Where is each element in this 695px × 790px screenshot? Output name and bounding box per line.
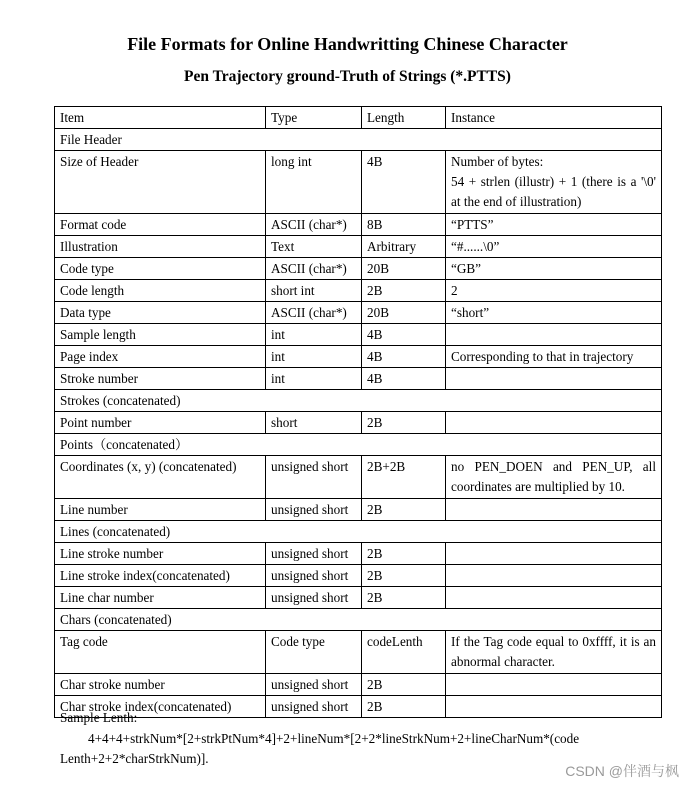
- cell-item: Format code: [55, 214, 266, 236]
- table-row: [55, 236, 662, 258]
- cell-type: unsigned short: [266, 456, 362, 499]
- cell-instance: “#......\0”: [446, 236, 662, 258]
- cell-type: unsigned short: [266, 565, 362, 587]
- cell-item: Stroke number: [55, 368, 266, 390]
- sample-length-label: Sample Lenth:: [60, 710, 138, 725]
- section-chars: Chars (concatenated): [55, 609, 662, 631]
- cell-length: 8B: [362, 214, 446, 236]
- table-row: [55, 346, 662, 368]
- cell-instance: [446, 499, 662, 521]
- cell-instance: [446, 324, 662, 346]
- table-row: [55, 280, 662, 302]
- cell-length: 20B: [362, 258, 446, 280]
- cell-type: long int: [266, 151, 362, 214]
- table-row: [55, 587, 662, 609]
- cell-instance: “PTTS”: [446, 214, 662, 236]
- cell-item: Data type: [55, 302, 266, 324]
- cell-item: Code length: [55, 280, 266, 302]
- cell-item: Char stroke index(concatenated): [55, 696, 266, 718]
- cell-instance: [446, 543, 662, 565]
- cell-length: 20B: [362, 302, 446, 324]
- cell-type: unsigned short: [266, 674, 362, 696]
- cell-length: 2B: [362, 280, 446, 302]
- table-row: [55, 499, 662, 521]
- section-row: [55, 521, 662, 543]
- header-instance: Instance: [446, 107, 662, 129]
- cell-item: Char stroke number: [55, 674, 266, 696]
- cell-type: Text: [266, 236, 362, 258]
- cell-instance: [446, 151, 662, 214]
- table-row: [55, 368, 662, 390]
- cell-length: Arbitrary: [362, 236, 446, 258]
- cell-instance: [446, 674, 662, 696]
- cell-type: short: [266, 412, 362, 434]
- cell-item: Line number: [55, 499, 266, 521]
- cell-length: 4B: [362, 368, 446, 390]
- cell-length: 2B: [362, 565, 446, 587]
- cell-length: 2B: [362, 499, 446, 521]
- cell-item: Page index: [55, 346, 266, 368]
- cell-instance: [446, 565, 662, 587]
- cell-length: 2B+2B: [362, 456, 446, 499]
- cell-instance: “short”: [446, 302, 662, 324]
- section-lines: Lines (concatenated): [55, 521, 662, 543]
- cell-instance: If the Tag code equal to 0xffff, it is an abnormal character.: [446, 631, 662, 674]
- table-row: [55, 258, 662, 280]
- cell-type: int: [266, 346, 362, 368]
- cell-type: int: [266, 324, 362, 346]
- cell-type: unsigned short: [266, 696, 362, 718]
- cell-type: int: [266, 368, 362, 390]
- table-row: [55, 631, 662, 674]
- document-title: File Formats for Online Handwritting Chinese Character: [127, 34, 568, 54]
- cell-type: Code type: [266, 631, 362, 674]
- cell-type: ASCII (char*): [266, 258, 362, 280]
- cell-type: ASCII (char*): [266, 302, 362, 324]
- cell-length: 2B: [362, 587, 446, 609]
- cell-type: unsigned short: [266, 543, 362, 565]
- cell-length: 4B: [362, 151, 446, 214]
- table-row: [55, 324, 662, 346]
- table-row: [55, 565, 662, 587]
- table-row: [55, 456, 662, 499]
- table-row: [55, 412, 662, 434]
- table-row: [55, 674, 662, 696]
- cell-length: 2B: [362, 412, 446, 434]
- cell-length: 4B: [362, 346, 446, 368]
- cell-instance: [446, 412, 662, 434]
- instance-line: 54 + strlen (illustr) + 1 (there is a '\0' at the end of illustration): [451, 174, 656, 209]
- header-item: Item: [55, 107, 266, 129]
- table-row: [55, 302, 662, 324]
- cell-instance: [446, 587, 662, 609]
- section-row: [55, 129, 662, 151]
- section-row: [55, 434, 662, 456]
- section-row: [55, 609, 662, 631]
- cell-instance: 2: [446, 280, 662, 302]
- cell-item: Size of Header: [55, 151, 266, 214]
- section-file-header: File Header: [55, 129, 662, 151]
- format-table: [54, 106, 662, 718]
- sample-length-formula: 4+4+4+strkNum*[2+strkPtNum*4]+2+lineNum*[2+2*lineStrkNum+2+lineCharNum*(code Lenth+2+2*charStrkNum)].: [60, 730, 580, 766]
- cell-type: unsigned short: [266, 587, 362, 609]
- cell-instance: [446, 368, 662, 390]
- cell-instance: Corresponding to that in trajectory: [446, 346, 662, 368]
- cell-item: Illustration: [55, 236, 266, 258]
- section-points: Points（concatenated）: [55, 434, 662, 456]
- table-row: [55, 543, 662, 565]
- cell-instance: no PEN_DOEN and PEN_UP, all coordinates are multiplied by 10.: [446, 456, 662, 499]
- instance-line: Number of bytes:: [451, 154, 544, 169]
- cell-item: Line stroke index(concatenated): [55, 565, 266, 587]
- table-row: [55, 214, 662, 236]
- cell-length: 4B: [362, 324, 446, 346]
- cell-type: short int: [266, 280, 362, 302]
- cell-length: 2B: [362, 696, 446, 718]
- cell-length: 2B: [362, 674, 446, 696]
- cell-item: Tag code: [55, 631, 266, 674]
- cell-item: Line char number: [55, 587, 266, 609]
- table-header-row: [55, 107, 662, 129]
- cell-length: 2B: [362, 543, 446, 565]
- header-type: Type: [266, 107, 362, 129]
- section-row: [55, 390, 662, 412]
- csdn-watermark: CSDN @伴酒与枫: [565, 763, 679, 779]
- cell-item: Point number: [55, 412, 266, 434]
- document-subtitle: Pen Trajectory ground-Truth of Strings (*.PTTS): [184, 68, 511, 85]
- cell-length: codeLenth: [362, 631, 446, 674]
- table-row: [55, 151, 662, 214]
- cell-type: ASCII (char*): [266, 214, 362, 236]
- cell-item: Code type: [55, 258, 266, 280]
- cell-item: Coordinates (x, y) (concatenated): [55, 456, 266, 499]
- header-length: Length: [362, 107, 446, 129]
- section-strokes: Strokes (concatenated): [55, 390, 662, 412]
- cell-instance: “GB”: [446, 258, 662, 280]
- cell-item: Sample length: [55, 324, 266, 346]
- cell-type: unsigned short: [266, 499, 362, 521]
- cell-item: Line stroke number: [55, 543, 266, 565]
